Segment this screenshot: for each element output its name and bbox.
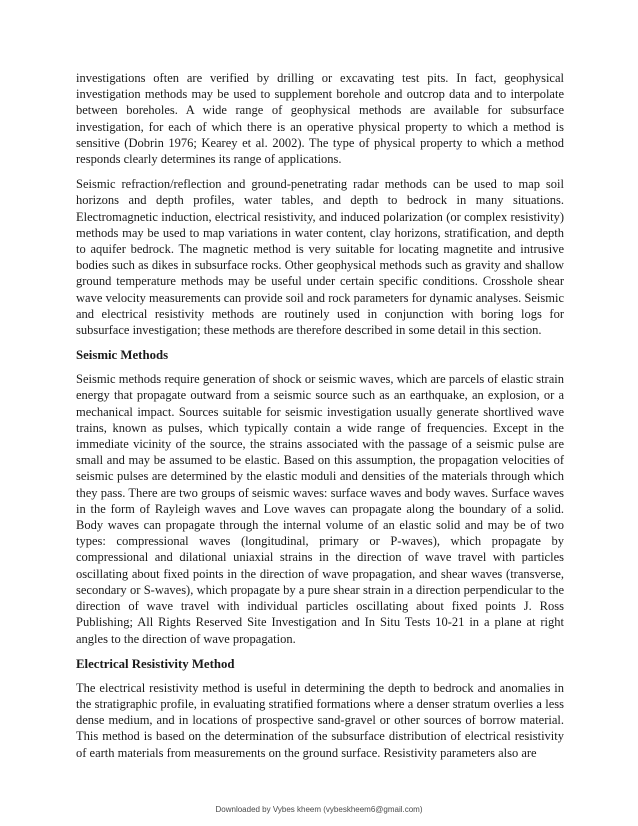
paragraph-geophysical-intro: investigations often are verified by drilling or excavating test pits. In fact, geophysical investigation methods may be used to supplement borehole and outcrop data and to interpolate between boreholes. A wide range of geophysical methods are available for subsurface investigation, for each of which there is an operative physical property to which a method is sensitive (Dobrin 1976; Kearey et al. 2002). The type of physical property to which a method responds clearly determines its range of applications. — [76, 71, 564, 167]
heading-seismic-methods: Seismic Methods — [76, 348, 169, 363]
download-footer: Downloaded by Vybes kheem (vybeskheem6@gmail.com) — [215, 805, 423, 814]
paragraph-methods-overview: Seismic refraction/reflection and ground-penetrating radar methods can be used to map soil horizons and depth profiles, water tables, and depth to bedrock in many situations. Electromagnetic induction, electrical resistivity, and induced polarization (or complex resistivity) methods may be used to map variations in water content, clay horizons, stratification, and depth to aquifer bedrock. The magnetic method is very suitable for locating magnetite and intrusive bodies such as dikes in subsurface rocks. Other geophysical methods such as gravity and shallow ground temperature methods may be useful under certain specific conditions. Crosshole shear wave velocity measurements can provide soil and rock parameters for dynamic analyses. Seismic and electrical resistivity methods are routinely used in conjunction with boring logs for subsurface investigation; these methods are therefore described in some detail in this section. — [76, 177, 564, 338]
paragraph-seismic-methods: Seismic methods require generation of shock or seismic waves, which are parcels of elastic strain energy that propagate outward from a seismic source such as an earthquake, an explosion, or a mechanical impact. Sources suitable for seismic investigation usually generate shortlived wave trains, known as pulses, which typically contain a wide range of frequencies. Except in the immediate vicinity of the source, the strains associated with the passage of a seismic pulse are small and may be assumed to be elastic. Based on this assumption, the propagation velocities of seismic pulses are determined by the elastic moduli and densities of the materials through which they pass. There are two groups of seismic waves: surface waves and body waves. Surface waves in the form of Rayleigh waves and Love waves can propagate along the boundary of a solid. Body waves can propagate through the internal volume of an elastic solid and may be of two types: compressional waves (longitudinal, primary or P-waves), which propagate by compressional and dilational uniaxial strains in the direction of wave travel with particles oscillating about fixed points in the direction of wave propagation, and shear waves (transverse, secondary or S-waves), which propagate by a pure shear strain in a direction perpendicular to the direction of wave travel with individual particles oscillating about fixed points J. Ross Publishing; All Rights Reserved Site Investigation and In Situ Tests 10-21 in a plane at right angles to the direction of wave propagation. — [76, 372, 564, 646]
document-body — [76, 70, 564, 770]
paragraph-electrical-resistivity: The electrical resistivity method is useful in determining the depth to bedrock and anomalies in the stratigraphic profile, in evaluating stratified formations where a denser stratum overlies a less dense medium, and in locations of prospective sand-gravel or other sources of borrow material. This method is based on the determination of the subsurface distribution of electrical resistivity of earth materials from measurements on the ground surface. Resistivity parameters also are — [76, 680, 564, 760]
heading-electrical-resistivity: Electrical Resistivity Method — [76, 656, 235, 671]
